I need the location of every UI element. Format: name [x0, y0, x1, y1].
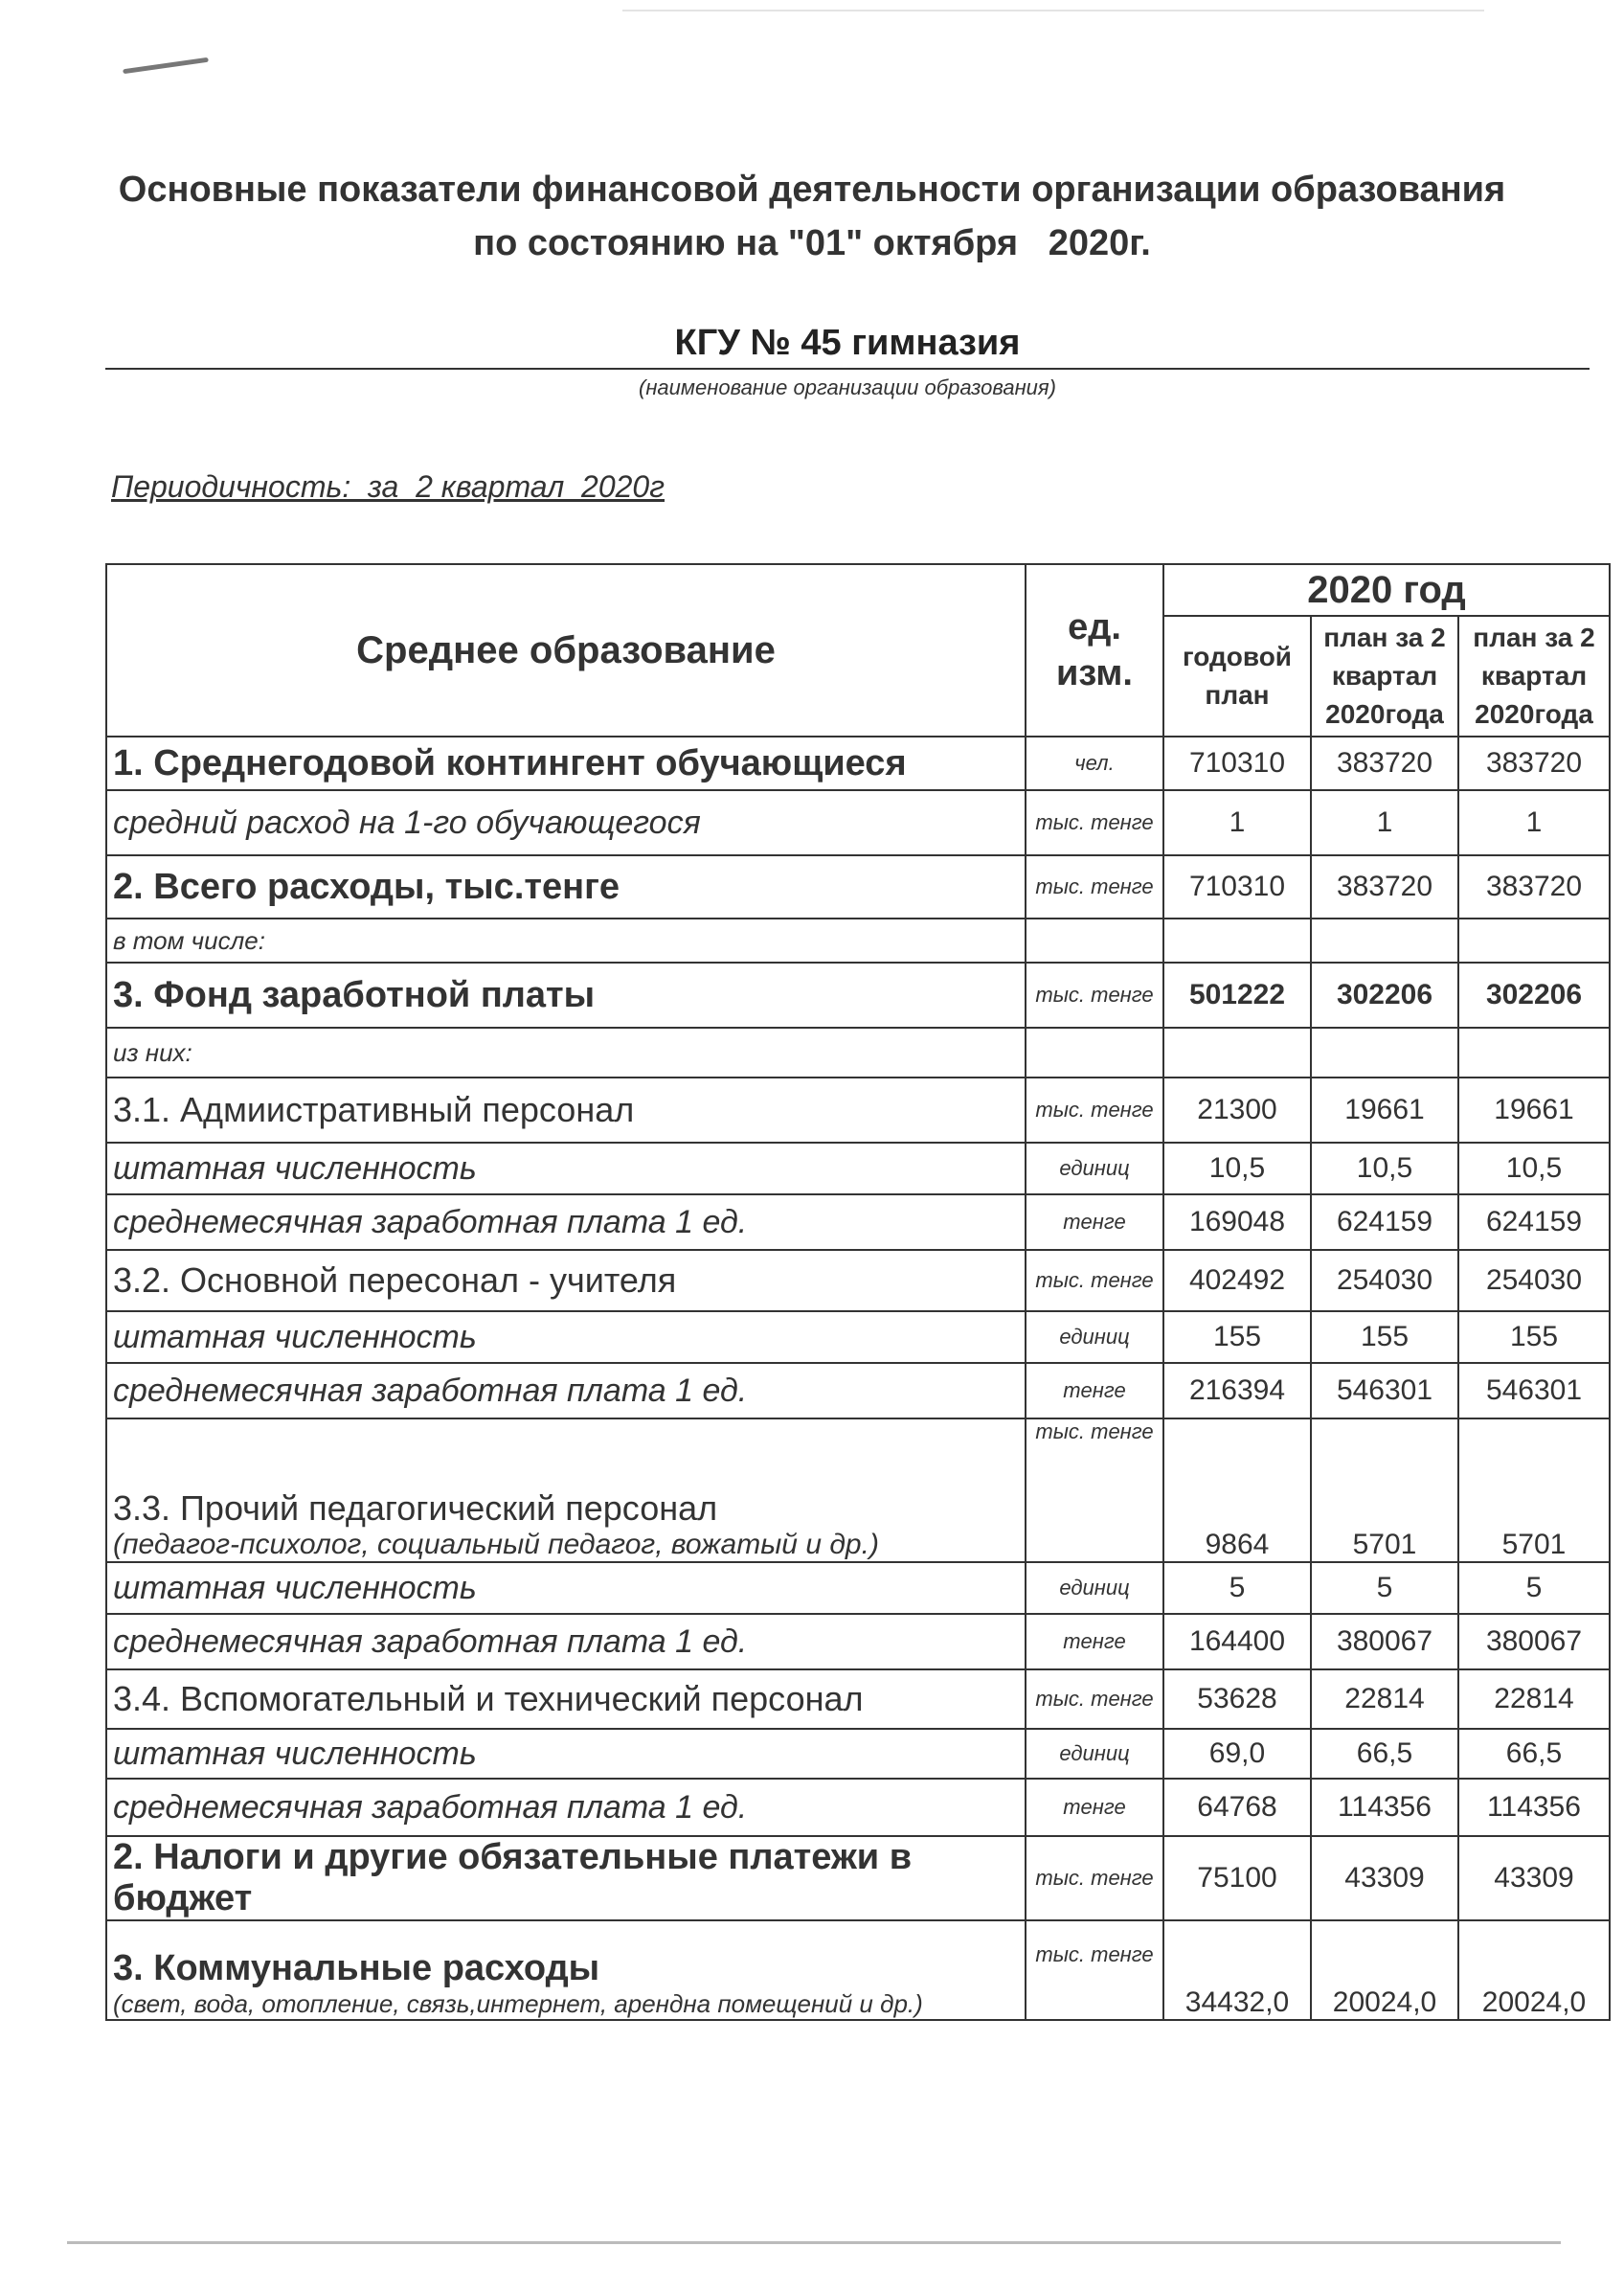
row-label-sub: (свет, вода, отопление, связь,интернет, арендна помещений и др.) [113, 1989, 923, 2018]
header-col-annual: годовой план [1163, 616, 1311, 737]
row-q2-a: 254030 [1311, 1250, 1458, 1311]
row-annual: 64768 [1163, 1779, 1311, 1836]
table-row [106, 1418, 1610, 1562]
row-q2-a: 19661 [1311, 1078, 1458, 1143]
row-q2-b: 383720 [1458, 737, 1610, 790]
header-col-q2-a: план за 2 квартал 2020года [1311, 616, 1458, 737]
row-label [106, 1920, 1026, 2020]
row-q2-b: 19661 [1458, 1078, 1610, 1143]
row-annual: 402492 [1163, 1250, 1311, 1311]
row-unit: тенге [1026, 1363, 1163, 1418]
scan-artifact-bottom [67, 2241, 1561, 2244]
row-label: штатная численность [106, 1729, 1026, 1779]
row-annual: 1 [1163, 790, 1311, 855]
row-annual: 9864 [1163, 1418, 1311, 1562]
scan-artifact-top [622, 10, 1484, 11]
row-label: 1. Среднегодовой контингент обучающиеся [106, 737, 1026, 790]
row-annual: 75100 [1163, 1836, 1311, 1920]
row-q2-a: 10,5 [1311, 1143, 1458, 1194]
row-label: среднемесячная заработная плата 1 ед. [106, 1194, 1026, 1250]
organization-name: КГУ № 45 гимназия [105, 318, 1590, 370]
periodicity: Периодичность: за 2 квартал 2020г [111, 469, 665, 504]
row-q2-b: 155 [1458, 1311, 1610, 1363]
row-q2-b: 22814 [1458, 1669, 1610, 1729]
row-annual: 10,5 [1163, 1143, 1311, 1194]
table-row [106, 1836, 1610, 1920]
financial-table [105, 563, 1611, 2021]
row-q2-a: 546301 [1311, 1363, 1458, 1418]
row-annual: 501222 [1163, 963, 1311, 1028]
row-q2-a: 20024,0 [1311, 1920, 1458, 2020]
row-annual: 21300 [1163, 1078, 1311, 1143]
table-row [106, 1028, 1610, 1078]
row-q2-a: 114356 [1311, 1779, 1458, 1836]
row-label: из них: [106, 1028, 1026, 1078]
row-label: 3.4. Вспомогательный и технический персонал [106, 1669, 1026, 1729]
row-label: среднемесячная заработная плата 1 ед. [106, 1363, 1026, 1418]
row-annual: 169048 [1163, 1194, 1311, 1250]
row-unit: тыс. тенге [1026, 1669, 1163, 1729]
row-label: штатная численность [106, 1143, 1026, 1194]
row-annual: 710310 [1163, 855, 1311, 919]
table-row [106, 1669, 1610, 1729]
row-q2-b: 254030 [1458, 1250, 1610, 1311]
table-row [106, 1311, 1610, 1363]
row-unit: тыс. тенге [1026, 963, 1163, 1028]
table-row [106, 1729, 1610, 1779]
row-label: средний расход на 1-го обучающегося [106, 790, 1026, 855]
row-unit: единиц [1026, 1562, 1163, 1614]
row-q2-b: 5 [1458, 1562, 1610, 1614]
row-q2-a: 1 [1311, 790, 1458, 855]
row-q2-a: 155 [1311, 1311, 1458, 1363]
row-annual: 155 [1163, 1311, 1311, 1363]
row-q2-b: 66,5 [1458, 1729, 1610, 1779]
row-q2-b: 383720 [1458, 855, 1610, 919]
row-label: среднемесячная заработная плата 1 ед. [106, 1779, 1026, 1836]
row-unit: единиц [1026, 1311, 1163, 1363]
row-q2-a: 43309 [1311, 1836, 1458, 1920]
row-q2-b: 43309 [1458, 1836, 1610, 1920]
row-label-main: 3.3. Прочий педагогический персонал [113, 1488, 718, 1528]
row-q2-b: 114356 [1458, 1779, 1610, 1836]
row-q2-b: 20024,0 [1458, 1920, 1610, 2020]
row-label-sub: (педагог-психолог, социальный педагог, вожатый и др.) [113, 1529, 879, 1560]
header-unit: ед. изм. [1026, 564, 1163, 737]
row-annual: 53628 [1163, 1669, 1311, 1729]
table-row [106, 790, 1610, 855]
row-q2-b: 380067 [1458, 1614, 1610, 1669]
row-label: 2. Налоги и другие обязательные платежи в бюджет [106, 1836, 1026, 1920]
row-label: 3.1. Адмиистративный персонал [106, 1078, 1026, 1143]
table-row [106, 737, 1610, 790]
table-row [106, 1562, 1610, 1614]
row-q2-a: 66,5 [1311, 1729, 1458, 1779]
row-label: 3.2. Основной пересонал - учителя [106, 1250, 1026, 1311]
row-q2-b: 546301 [1458, 1363, 1610, 1418]
row-unit: тыс. тенге [1026, 790, 1163, 855]
row-label: среднемесячная заработная плата 1 ед. [106, 1614, 1026, 1669]
row-unit: тенге [1026, 1614, 1163, 1669]
row-q2-a: 383720 [1311, 855, 1458, 919]
row-q2-a: 383720 [1311, 737, 1458, 790]
row-unit: тыс. тенге [1026, 855, 1163, 919]
row-annual: 216394 [1163, 1363, 1311, 1418]
table-row [106, 1363, 1610, 1418]
row-unit: единиц [1026, 1729, 1163, 1779]
row-annual: 34432,0 [1163, 1920, 1311, 2020]
row-q2-b: 5701 [1458, 1418, 1610, 1562]
table-row [106, 1143, 1610, 1194]
row-unit: тыс. тенге [1026, 1418, 1163, 1562]
header-col-q2-b: план за 2 квартал 2020года [1458, 616, 1610, 737]
table-row [106, 919, 1610, 963]
title-line-1: Основные показатели финансовой деятельности организации образования [118, 170, 1506, 210]
row-annual: 69,0 [1163, 1729, 1311, 1779]
title-line-2: по состоянию на "01" октября 2020г. [473, 223, 1151, 263]
pen-mark [123, 57, 209, 74]
row-q2-b: 1 [1458, 790, 1610, 855]
row-unit: тенге [1026, 1194, 1163, 1250]
row-label-main: 3. Коммунальные расходы [113, 1948, 600, 1988]
row-q2-a: 22814 [1311, 1669, 1458, 1729]
table-row [106, 1779, 1610, 1836]
row-label: 2. Всего расходы, тыс.тенге [106, 855, 1026, 919]
table-row [106, 963, 1610, 1028]
row-q2-a: 380067 [1311, 1614, 1458, 1669]
row-unit: тыс. тенге [1026, 1836, 1163, 1920]
row-annual: 164400 [1163, 1614, 1311, 1669]
table-row [106, 1614, 1610, 1669]
row-unit: тенге [1026, 1779, 1163, 1836]
row-unit: единиц [1026, 1143, 1163, 1194]
row-q2-b: 302206 [1458, 963, 1610, 1028]
row-q2-a: 624159 [1311, 1194, 1458, 1250]
row-unit: тыс. тенге [1026, 1078, 1163, 1143]
table-row [106, 1194, 1610, 1250]
row-q2-b: 10,5 [1458, 1143, 1610, 1194]
header-name: Среднее образование [106, 564, 1026, 737]
organization-caption: (наименование организации образования) [639, 375, 1056, 399]
row-unit: чел. [1026, 737, 1163, 790]
table-row [106, 1078, 1610, 1143]
table-row [106, 855, 1610, 919]
row-annual: 5 [1163, 1562, 1311, 1614]
row-q2-a: 302206 [1311, 963, 1458, 1028]
row-label: штатная численность [106, 1311, 1026, 1363]
document-title [0, 163, 1624, 270]
row-label [106, 1418, 1026, 1562]
row-annual: 710310 [1163, 737, 1311, 790]
row-q2-b: 624159 [1458, 1194, 1610, 1250]
row-label: в том числе: [106, 919, 1026, 963]
row-unit: тыс. тенге [1026, 1250, 1163, 1311]
table-row [106, 1920, 1610, 2020]
table-row [106, 1250, 1610, 1311]
row-q2-a: 5 [1311, 1562, 1458, 1614]
row-label: 3. Фонд заработной платы [106, 963, 1026, 1028]
row-q2-a: 5701 [1311, 1418, 1458, 1562]
row-unit: тыс. тенге [1026, 1920, 1163, 2020]
row-label: штатная численность [106, 1562, 1026, 1614]
header-year: 2020 год [1163, 564, 1610, 616]
